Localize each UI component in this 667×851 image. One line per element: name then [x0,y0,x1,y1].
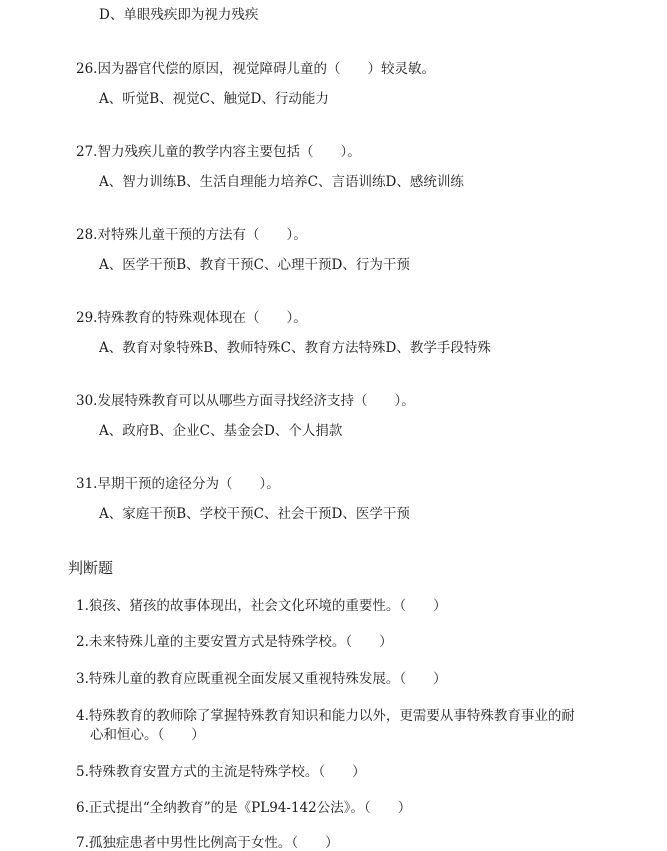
section-title: 判断题 [68,559,114,577]
question-27: 27.智力残疾儿童的教学内容主要包括（ ）。 [76,144,361,160]
judgment-6: 6.正式提出“全纳教育”的是《PL94-142公法》。（ ） [76,800,412,816]
options-29: A、教育对象特殊B、教师特殊C、教育方法特殊D、教学手段特殊 [99,340,491,356]
question-26: 26.因为器官代偿的原因，视觉障碍儿童的（ ）较灵敏。 [76,61,435,77]
options-30: A、政府B、企业C、基金会D、个人捐款 [99,423,343,439]
judgment-7: 7.孤独症患者中男性比例高于女性。（ ） [76,835,339,851]
judgment-3: 3.特殊儿童的教育应既重视全面发展又重视特殊发展。（ ） [76,671,447,687]
judgment-5: 5.特殊教育安置方式的主流是特殊学校。（ ） [76,764,366,780]
options-27: A、智力训练B、生活自理能力培养C、言语训练D、感统训练 [99,174,464,190]
option-line: D、单眼残疾即为视力残疾 [99,7,259,23]
question-30: 30.发展特殊教育可以从哪些方面寻找经济支持（ ）。 [76,393,415,409]
question-28: 28.对特殊儿童干预的方法有（ ）。 [76,227,307,243]
judgment-2: 2.未来特殊儿童的主要安置方式是特殊学校。（ ） [76,634,393,650]
judgment-4: 4.特殊教育的教师除了掌握特殊教育知识和能力以外，更需要从事特殊教育事业的耐 [76,708,575,724]
judgment-1: 1.狼孩、猪孩的故事体现出，社会文化环境的重要性。（ ） [76,598,447,614]
question-31: 31.早期干预的途径分为（ ）。 [76,476,280,492]
options-31: A、家庭干预B、学校干预C、社会干预D、医学干预 [99,506,410,522]
options-28: A、医学干预B、教育干预C、心理干预D、行为干预 [99,257,410,273]
question-29: 29.特殊教育的特殊观体现在（ ）。 [76,310,307,326]
judgment-4-continued: 心和恒心。（ ） [90,727,205,743]
options-26: A、听觉B、视觉C、触觉D、行动能力 [99,91,329,107]
